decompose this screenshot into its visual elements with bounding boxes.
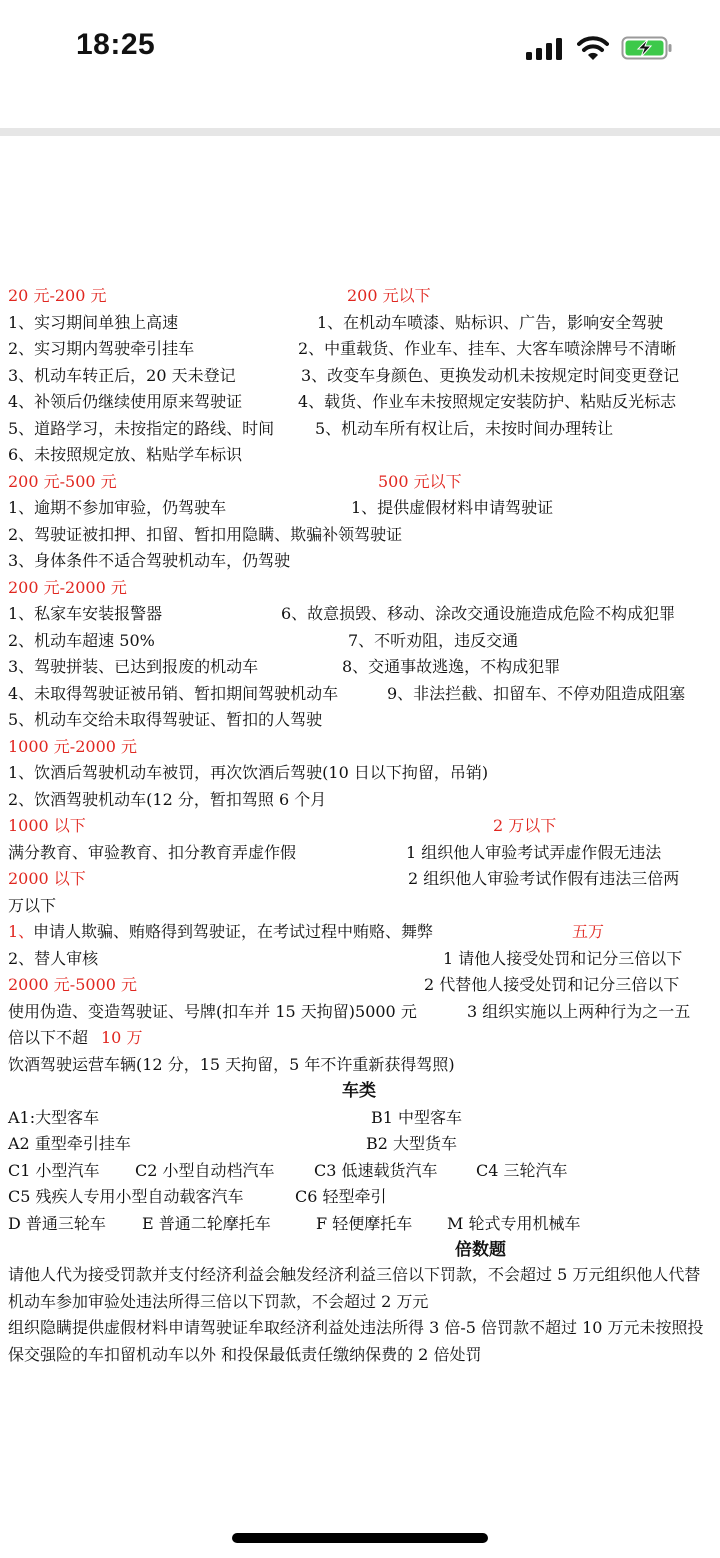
document-text: 200 元-500 元 — [8, 471, 117, 491]
section-heading: 倍数题 — [455, 1240, 506, 1260]
document-line — [0, 840, 720, 867]
home-indicator[interactable] — [232, 1533, 488, 1543]
document-text: 10 万 — [101, 1028, 143, 1047]
document-text: 2000 元-5000 元 — [8, 975, 138, 994]
document-text: 7、不听劝阻，违反交通 — [348, 630, 519, 650]
document-text: 5、机动车所有权让后，未按时间办理转让 — [315, 418, 614, 438]
document-text: 2 万以下 — [493, 816, 557, 835]
document-text: 5、道路学习，未按指定的路线、时间 — [8, 418, 275, 438]
wifi-icon — [577, 35, 609, 61]
document-line — [0, 1184, 720, 1211]
document-line — [0, 416, 720, 443]
document-text: 6、未按照规定放、粘贴学车标识 — [8, 445, 243, 464]
document-line — [0, 522, 720, 549]
document-line — [0, 283, 720, 310]
document-text: 饮酒驾驶运营车辆(12 分，15 天拘留，5 年不许重新获得驾照) — [8, 1054, 455, 1074]
document-text: M 轮式专用机械车 — [447, 1213, 581, 1233]
document-line — [0, 760, 720, 787]
document-text: 2、替人审核 — [8, 948, 99, 968]
document-text: C6 轻型牵引 — [295, 1187, 387, 1206]
document-text: 20 元-200 元 — [8, 286, 107, 305]
document-line — [0, 1078, 720, 1105]
document-line — [0, 1237, 720, 1264]
status-time: 18:25 — [76, 28, 156, 61]
document-line — [0, 1158, 720, 1185]
document-text: A2 重型牵引挂车 — [8, 1134, 131, 1153]
document-line — [0, 389, 720, 416]
header-divider — [0, 128, 720, 136]
document-line — [0, 972, 720, 999]
document-text: C5 残疾人专用小型自动载客汽车 — [8, 1187, 244, 1206]
document-line — [0, 999, 720, 1026]
document-text: 6、故意损毁、移动、涂改交通设施造成危险不构成犯罪 — [281, 604, 676, 623]
document-text: C3 低速载货汽车 — [314, 1160, 438, 1180]
document-text: 4、未取得驾驶证被吊销、暂扣期间驾驶机动车 — [8, 683, 339, 703]
document-text: C2 小型自动档汽车 — [135, 1160, 275, 1180]
document-text: D 普通三轮车 — [8, 1213, 106, 1233]
document-line — [0, 787, 720, 814]
document-text: C4 三轮汽车 — [476, 1160, 568, 1180]
document-text: 2 代替他人接受处罚和记分三倍以下 — [424, 975, 680, 994]
document-paragraph: 组织隐瞒提供虚假材料申请驾驶证牟取经济利益处违法所得 3 倍-5 倍罚款不超过 10 万元未按照投保交强险的车扣留机动车以外 和投保最低责任缴纳保费的 2 倍处罚 — [8, 1318, 704, 1364]
status-bar — [0, 0, 720, 130]
document-text: 1、逾期不参加审验，仍驾驶车 — [8, 498, 227, 517]
document-line — [0, 336, 720, 363]
document-line — [0, 363, 720, 390]
document-line — [0, 866, 720, 893]
document-line — [0, 1052, 720, 1079]
document-line — [0, 707, 720, 734]
section-heading: 车类 — [342, 1081, 376, 1101]
document-line — [0, 919, 720, 946]
document-line — [0, 310, 720, 337]
document-text: C1 小型汽车 — [8, 1160, 100, 1180]
document-text: 5、机动车交给未取得驾驶证、暂扣的人驾驶 — [8, 710, 323, 729]
document-text: 使用伪造、变造驾驶证、号牌(扣车并 15 天拘留)5000 元 — [8, 1001, 417, 1021]
document-text: A1:大型客车 — [8, 1107, 100, 1127]
document-line — [0, 946, 720, 973]
document-text: 1 组织他人审验考试弄虚作假无违法 — [406, 842, 662, 862]
document-text: 200 元以下 — [347, 286, 431, 305]
document-text: 2000 以下 — [8, 869, 86, 888]
document-line — [0, 681, 720, 708]
document-text: 1、在机动车喷漆、贴标识、广告，影响安全驾驶 — [317, 312, 664, 332]
document-line — [0, 495, 720, 522]
document-text: 申请人欺骗、贿赂得到驾驶证，在考试过程中贿赂、舞弊 — [33, 922, 434, 941]
document-text: 1000 以下 — [8, 816, 86, 835]
document-body — [0, 283, 720, 1264]
document-line — [0, 654, 720, 681]
document-line — [0, 601, 720, 628]
document-paragraph: 请他人代为接受罚款并支付经济利益会触发经济利益三倍以下罚款，不会超过 5 万元组织他人代替机动车参加审验处违法所得三倍以下罚款，不会超过 2 万元 — [8, 1265, 701, 1311]
document-text: 1、实习期间单独上高速 — [8, 312, 179, 332]
document-text: 2、饮酒驾驶机动车(12 分，暂扣驾照 6 个月 — [8, 789, 327, 809]
document-text: 3、改变车身颜色、更换发动机未按规定时间变更登记 — [301, 365, 680, 385]
document-text: E 普通二轮摩托车 — [142, 1213, 271, 1233]
document-text: 4、补领后仍继续使用原来驾驶证 — [8, 392, 243, 411]
document-line — [0, 628, 720, 655]
document-text: 2、驾驶证被扣押、扣留、暂扣用隐瞒、欺骗补领驾驶证 — [8, 524, 403, 544]
document-text: 1000 元-2000 元 — [8, 736, 138, 756]
document-text: 1、饮酒后驾驶机动车被罚，再次饮酒后驾驶(10 日以下拘留，吊销) — [8, 763, 489, 782]
document-text: B1 中型客车 — [371, 1107, 463, 1127]
document-text: B2 大型货车 — [366, 1134, 458, 1153]
document-line — [0, 469, 720, 496]
document-text: 9、非法拦截、扣留车、不停劝阻造成阻塞 — [387, 683, 686, 703]
document-line — [0, 893, 720, 920]
document-text: 2、机动车超速 50% — [8, 630, 155, 650]
document-text: 1、私家车安装报警器 — [8, 604, 163, 623]
document-text: 满分教育、审验教育、扣分教育弄虚作假 — [8, 842, 297, 862]
document-line — [0, 813, 720, 840]
document-text: 万以下 — [8, 895, 57, 915]
document-line — [0, 734, 720, 761]
document-text: 2、中重载货、作业车、挂车、大客车喷涂牌号不清晰 — [298, 339, 677, 358]
document-text: 8、交通事故逃逸，不构成犯罪 — [342, 657, 561, 676]
document-line — [0, 575, 720, 602]
document-text: 倍以下不超 — [8, 1028, 89, 1047]
document-text: 3 组织实施以上两种行为之一五 — [467, 1001, 691, 1021]
document-line — [0, 1131, 720, 1158]
document-text: F 轻便摩托车 — [316, 1213, 413, 1233]
document-line — [0, 442, 720, 469]
document-text: 200 元-2000 元 — [8, 577, 127, 597]
document-line — [0, 548, 720, 575]
document-text: 1、 — [8, 922, 35, 941]
document-line — [0, 1105, 720, 1132]
document-text: 五万 — [572, 922, 605, 941]
document-text: 3、身体条件不适合驾驶机动车，仍驾驶 — [8, 551, 291, 570]
document-text: 500 元以下 — [378, 471, 462, 491]
document-line — [0, 1211, 720, 1238]
document-text: 2、实习期内驾驶牵引挂车 — [8, 339, 195, 358]
document-text: 1 请他人接受处罚和记分三倍以下 — [443, 948, 683, 968]
document-text: 3、机动车转正后，20 天未登记 — [8, 365, 236, 385]
cellular-signal-icon — [526, 38, 564, 60]
document-line — [0, 1025, 720, 1052]
document-text: 1、提供虚假材料申请驾驶证 — [351, 498, 554, 517]
document-text: 4、载货、作业车未按照规定安装防护、粘贴反光标志 — [298, 392, 677, 411]
battery-charging-icon — [621, 36, 673, 60]
document-text: 3、驾驶拼装、已达到报废的机动车 — [8, 657, 259, 676]
document-text: 2 组织他人审验考试作假有违法三倍两 — [408, 869, 680, 888]
